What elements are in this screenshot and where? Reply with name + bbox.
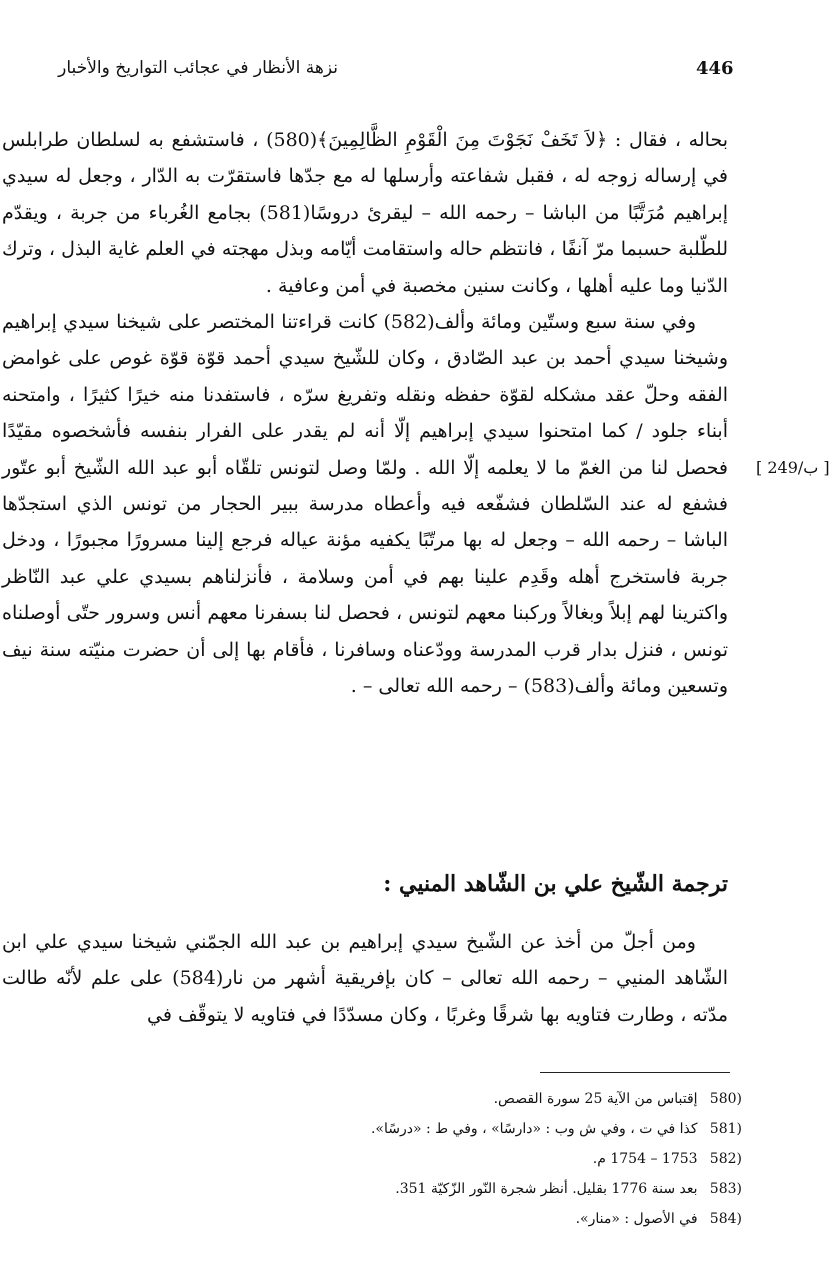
footnotes [60, 1084, 742, 1234]
footnote-number: (584 [709, 1211, 742, 1227]
footnote-text: إقتباس من الآية 25 سورة القصص. [493, 1091, 698, 1107]
main-text [2, 122, 728, 705]
footnote-583 [60, 1174, 742, 1204]
folio-margin-note: [ 249/ب ] [756, 458, 830, 477]
footnote-582 [60, 1144, 742, 1174]
section-text [2, 924, 728, 1033]
running-title: نزهة الأنظار في عجائب التواريخ والأخبار [58, 58, 338, 78]
footnote-number: (582 [709, 1151, 742, 1167]
footnote-number: (580 [709, 1091, 742, 1107]
page-number: 446 [696, 58, 734, 79]
running-header [0, 52, 836, 92]
paragraph-1: بحاله ، فقال : ﴿لاَ تَخَفْ نَجَوْتَ مِنَ الْقَوْمِ الظَّالِمِينَ﴾(580) ، فاستشفع به لسلطان طرابلس في إرساله زوجه له ، فقبل شفاعته وأرسلها له مع جدّها فاستقرّت به الدّار ، وجعل له سيدي إبراهيم مُرَتَّبًا من الباشا – رحمه الله – ليقرئ دروسًا(581) بجامع الغُرباء من جربة ، ويقدّم للطّلبة حسبما مرّ آنفًا ، فانتظم حاله واستقامت أيّامه وبذل مهجته في العلم غاية البذل ، وترك الدّنيا وما عليه أهلها ، وكانت سنين مخصبة في أمن وعافية . [2, 129, 728, 297]
footnote-divider [540, 1072, 730, 1073]
footnote-580 [60, 1084, 742, 1114]
section-paragraph: ومن أجلّ من أخذ عن الشّيخ سيدي إبراهيم بن عبد الله الجمّني شيخنا سيدي علي ابن الشّاهد المنيي – رحمه الله تعالى – كان بإفريقية أشهر من نار(584) على علم لأنّه طالت مدّته ، وطارت فتاويه بها شرقًا وغربًا ، وكان مسدّدًا في فتاويه لا يتوقّف في [2, 931, 728, 1026]
footnote-text: في الأصول : «منار». [575, 1211, 698, 1227]
footnote-581 [60, 1114, 742, 1144]
section-heading: ترجمة الشّيخ علي بن الشّاهد المنيي : [383, 871, 728, 897]
paragraph-2: وفي سنة سبع وستّين ومائة وألف(582) كانت قراءتنا المختصر على شيخنا سيدي إبراهيم وشيخنا سيدي أحمد بن عبد الصّادق ، وكان للشّيخ سيدي أحمد قوّة قوّة غوص على غوامض الفقه وحلّ عقد مشكله لقوّة حفظه ونقله وتفريغ سرّه ، فاستفدنا منه خيرًا كثيرًا ، وامتحنه أبناء جلود / كما امتحنوا سيدي إبراهيم إلّا أنه لم يقدر على الفرار بنفسه فأشخصوه مقيّدًا فحصل لنا من الغمّ ما لا يعلمه إلّا الله . ولمّا وصل لتونس تلقّاه أبو عبد الله الشّيخ أبو عتّور فشفع له عند السّلطان فشفّعه فيه وأعطاه مدرسة ببير الحجار من تونس الذي استجدّها الباشا – رحمه الله – وجعل له بها مرتّبًا يكفيه مؤنة عياله فرجع إلينا مسرورًا مجبورًا ، ودخل جربة فاستخرج أهله وقَدِم علينا بهم في أمن وسلامة ، فأنزلناهم بسيدي علي عبد النّاظر واكترينا لهم إبلاً وبغالاً وركبنا معهم لتونس ، فحصل لنا بسفرنا معهم أنس وسرور حتّى أوصلناه تونس ، فنزل بدار قرب المدرسة وودّعناه وسافرنا ، فأقام بها إلى أن حضرت منيّته سنة نيف وتسعين ومائة وألف(583) – رحمه الله تعالى – . [2, 311, 728, 698]
footnote-number: (581 [709, 1121, 742, 1137]
footnote-text: بعد سنة 1776 بقليل. أنظر شجرة النّور الزّكيّة 351. [395, 1181, 698, 1197]
footnote-text: كذا في ت ، وفي ش وب : «دارسًا» ، وفي ط : «درسًا». [370, 1121, 698, 1137]
footnote-584 [60, 1204, 742, 1234]
footnote-text: 1753 – 1754 م. [592, 1151, 698, 1167]
footnote-number: (583 [709, 1181, 742, 1197]
